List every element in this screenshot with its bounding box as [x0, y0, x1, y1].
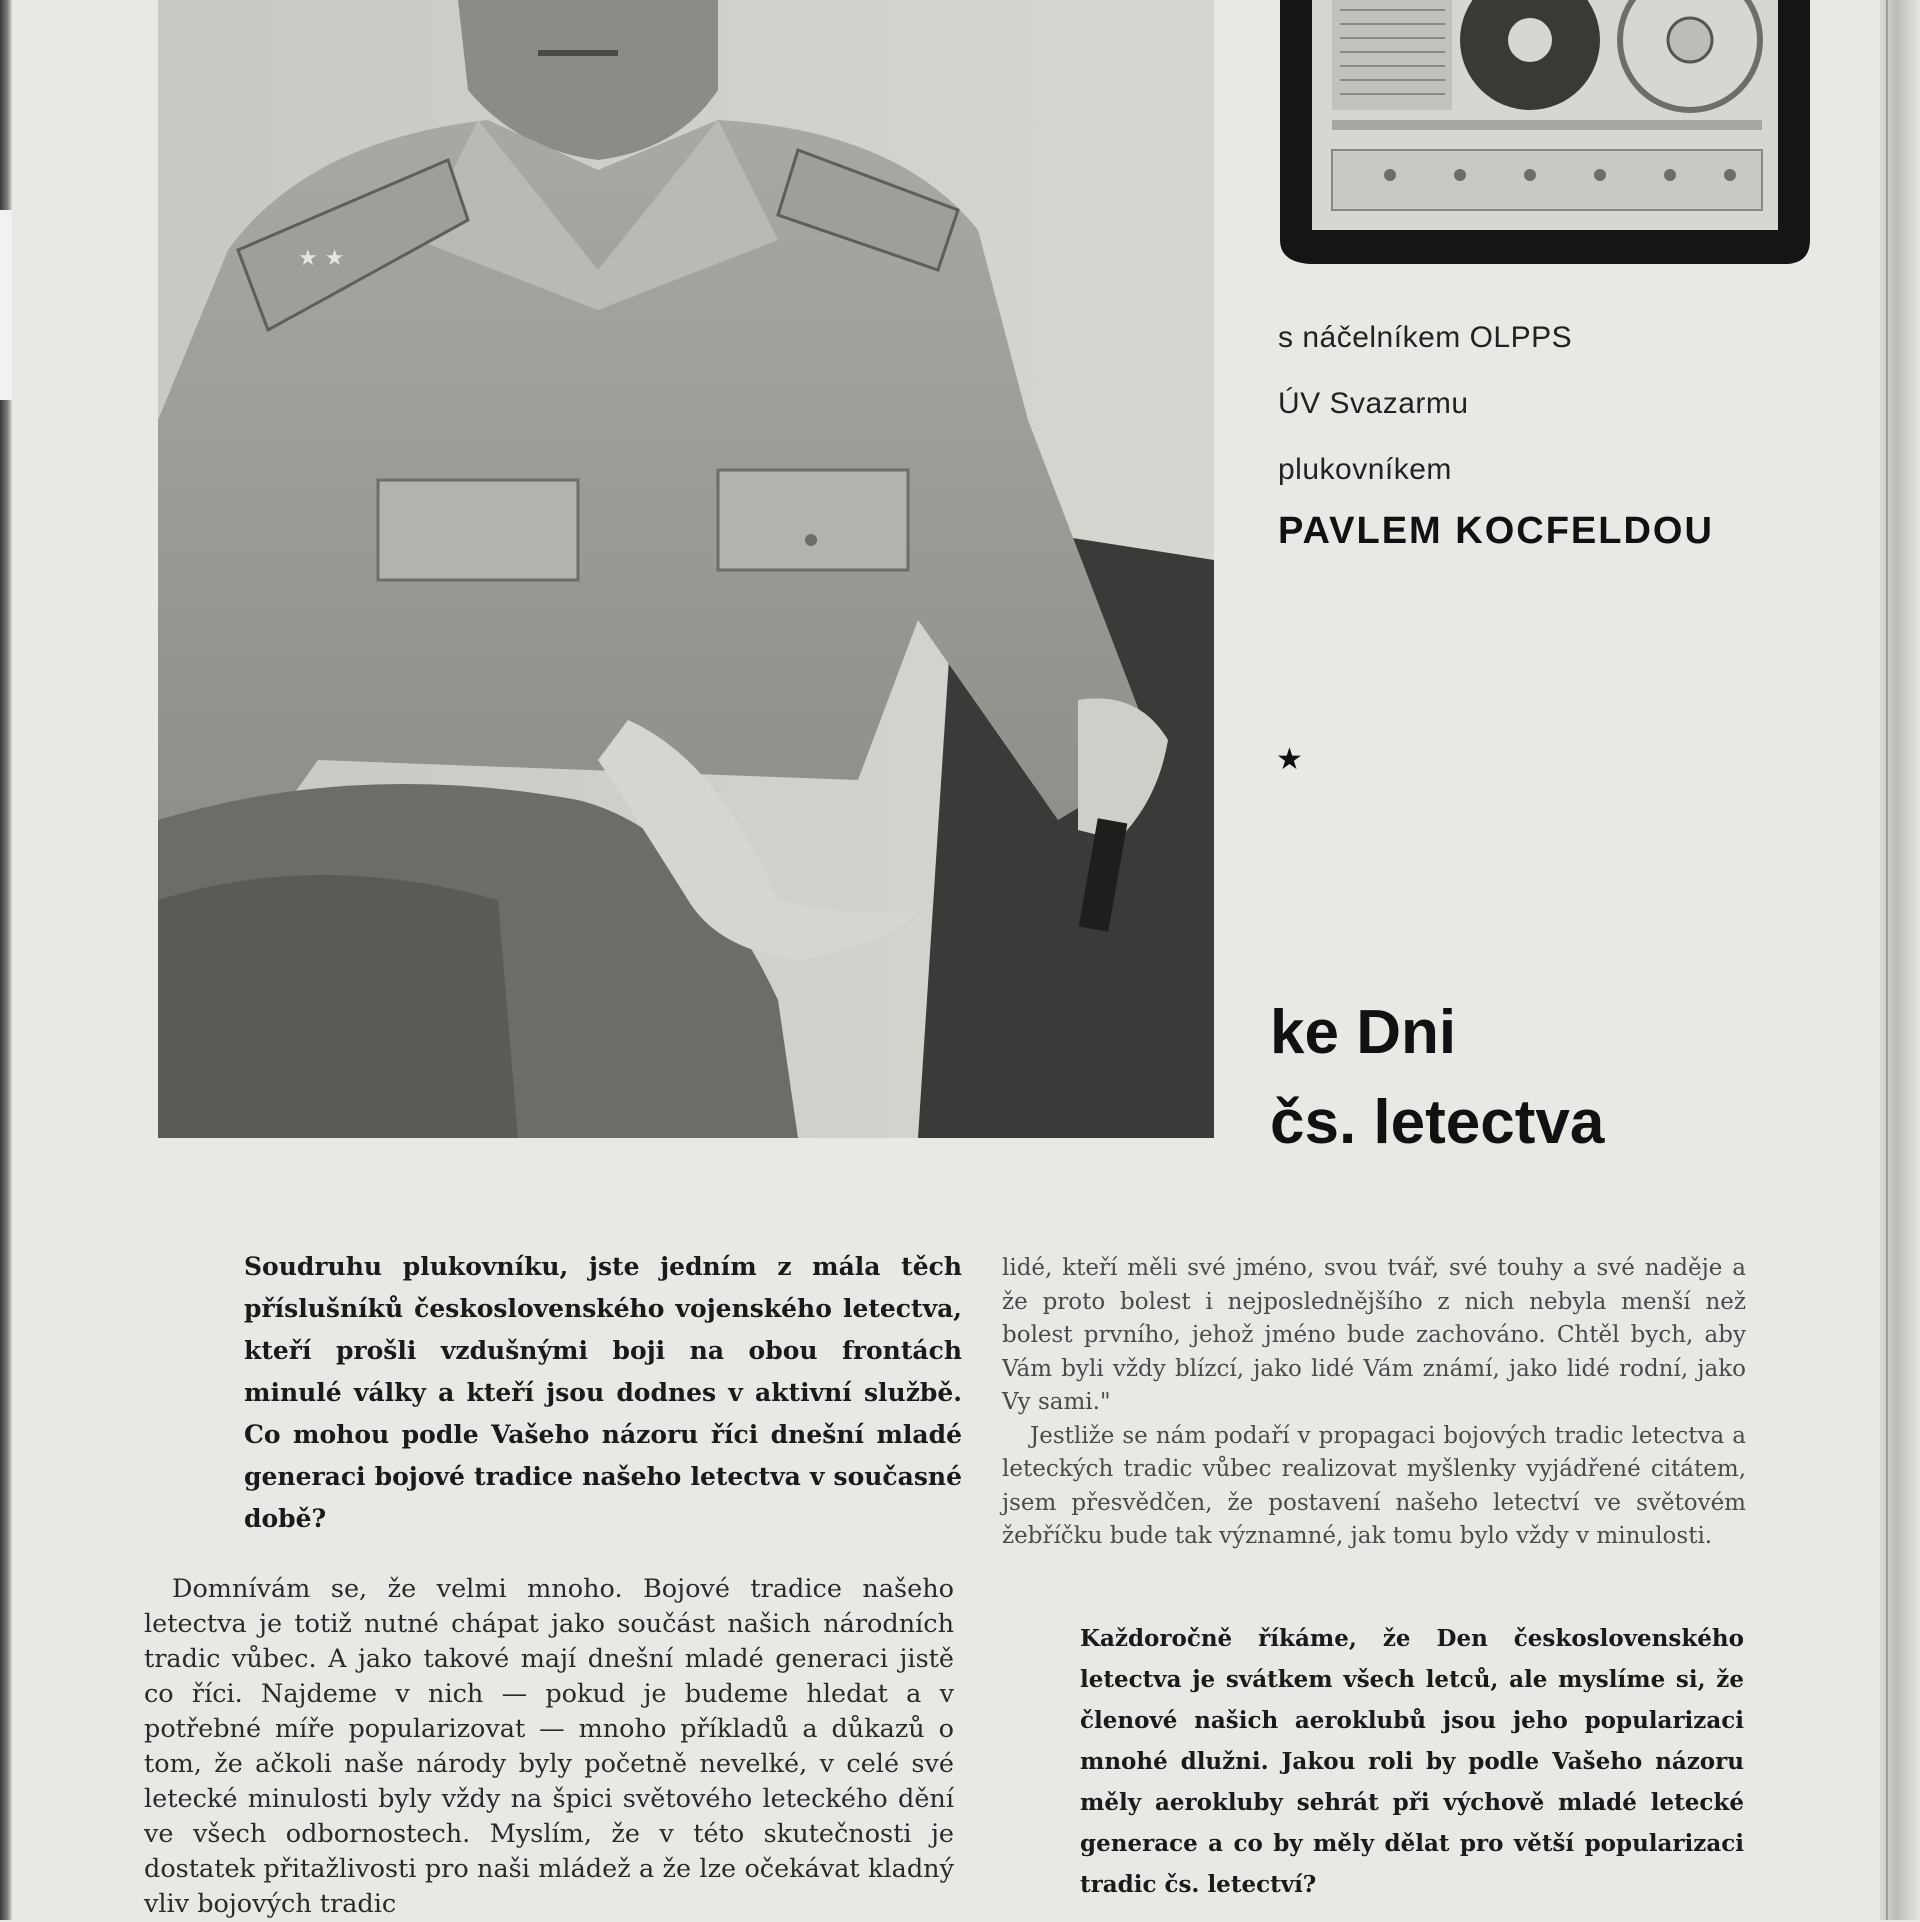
headline-line-1: ke Dni [1270, 998, 1457, 1067]
star-separator-icon: ★ [1276, 742, 1303, 777]
interview-answer-1-continued [1002, 1252, 1746, 1554]
answer-1-text: Domnívám se, že velmi mnoho. Bojové tradice našeho letectva je totiž nutné chápat jako součást našich národních tradic vůbec. A jako takové mají dnešní mladé generaci jistě co říci. Najdeme v nich — pokud je budeme hledat a v potřebné míře popularizovat — mnoho příkladů a důkazů o tom, že ačkoli naše národy byly početně nevelké, v celé své letecké minulosti byly vždy na špici světového leteckého dění ve všech odbornostech. Myslím, že v této skutečnosti je dostatek přitažlivosti pro naši mládež a že lze očekávat kladný vliv bojových tradic [144, 1574, 954, 1919]
article-headline [1270, 988, 1790, 1168]
page-binding-edge-left [0, 0, 12, 1920]
question-2-text: Každoročně říkáme, že Den československého letectva je svátkem všech letců, ale myslíme si, že členové našich aeroklubů jsou jeho popularizaci mnohé dlužni. Jakou roli by podle Vašeho názoru měly aerokluby sehrát při výchově mladé letecké generace a co by měly dělat pro větší popularizaci tradic čs. letectví? [1080, 1625, 1744, 1898]
svg-text:★ ★: ★ ★ [298, 246, 345, 271]
interview-answer-1 [144, 1572, 954, 1922]
interview-question-2 [1080, 1618, 1744, 1905]
caption-line-3: plukovníkem [1278, 453, 1452, 486]
interviewee-name: PAVLEM KOCFELDOU [1278, 510, 1714, 552]
officer-portrait-photo [158, 0, 1214, 1138]
answer-1-continued-paragraph-2: Jestliže se nám podaří v propagaci bojových tradic letectva a leteckých tradic vůbec realizovat myšlenky vyjádřené citátem, jsem přesvědčen, že postavení našeho letectví ve světovém žebříčku bude tak významné, jak tomu bylo vždy v minulosti. [1002, 1422, 1746, 1549]
caption-line-2: ÚV Svazarmu [1278, 387, 1469, 420]
interview-question-1 [244, 1246, 962, 1540]
headline-line-2: čs. letectva [1270, 1088, 1605, 1157]
page-edge-right [1880, 0, 1920, 1920]
question-1-text: Soudruhu plukovníku, jste jedním z mála těch příslušníků československého vojenského letectva, kteří prošli vzdušnými boji na obou frontách minulé války a kteří jsou dodnes v aktivní službě. Co mohou podle Vašeho názoru říci dnešní mladé generaci bojové tradice našeho letectva v současné době? [244, 1252, 962, 1533]
tape-recorder-illustration [1280, 0, 1810, 268]
caption-line-1: s náčelníkem OLPPS [1278, 321, 1573, 354]
answer-1-continued-paragraph-1: lidé, kteří měli své jméno, svou tvář, své touhy a své naděje a že proto bolest i nejposlednějšího z nich nebyla menší než bolest prvního, jehož jméno bude zachováno. Chtěl bych, aby Vám byli vždy blízcí, jako lidé Vám známí, jako lidé rodní, jako Vy sami." [1002, 1255, 1746, 1415]
interview-subject-caption [1278, 305, 1798, 559]
